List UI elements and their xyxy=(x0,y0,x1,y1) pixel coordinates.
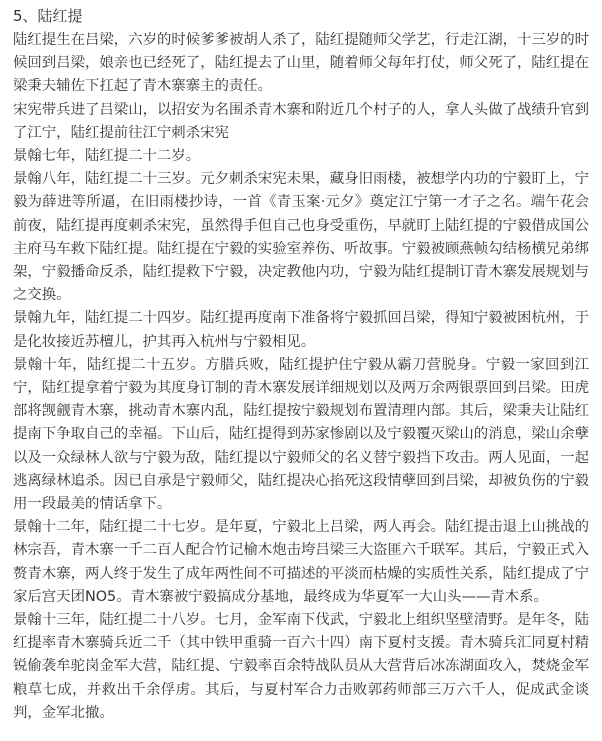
paragraph-year-8: 景翰八年，陆红提二十三岁。元夕刺杀宋宪未果，藏身旧雨楼，被想学内功的宁毅盯上，宁毅为薛进等所逼，在旧雨楼抄诗，一首《青玉案·元夕》奠定江宁第一才子之名。端午花会前夜，陆红提再度刺杀宋宪，虽然得手但自己也身受重伤，早就盯上陆红提的宁毅借成国公主府马车救下陆红提。陆红提在宁毅的实验室养伤、听故事。宁毅被顾燕帧勾结杨横兄弟绑架，宁毅播命反杀，陆红提救下宁毅，决定教他内功，宁毅为陆红提制订青木寨发展规划与之交换。 xyxy=(13,171,589,304)
paragraph-year-13: 景翰十三年，陆红提二十八岁。七月，金军南下伐武，宁毅北上组织坚壁清野。是年冬，陆红提率青木寨骑兵近二千（其中铁甲重骑一百六十四）南下夏村支援。青木骑兵汇同夏村精锐偷袭牟驼岗金军大营，陆红提、宁毅率百余特战队员从大营背后冰冻湖面攻入，焚烧金军粮草七成，并救出千余俘虏。其后，与夏村军合力击败郭药师部三万六千人，促成武金谈判，金军北撤。 xyxy=(13,612,589,721)
paragraph-year-7: 景翰七年，陆红提二十二岁。 xyxy=(13,148,201,165)
paragraph-song-xian: 宋宪带兵进了吕梁山，以招安为名围杀青木寨和附近几个村子的人，拿人头做了战绩升官到了江宁，陆红提前往江宁刺杀宋宪 xyxy=(13,101,589,141)
paragraph-year-9: 景翰九年，陆红提二十四岁。陆红提再度南下准备将宁毅抓回吕梁，得知宁毅被困杭州，于是化妆接近苏檀儿，护其再入杭州与宁毅相见。 xyxy=(13,310,589,350)
paragraph-childhood: 陆红提生在吕梁，六岁的时候爹爹被胡人杀了，陆红提随师父学艺，行走江湖，十三岁的时候回到吕梁，娘亲也已经死了，陆红提去了山里，随着师父每年打仗，师父死了，陆红提在梁秉夫辅佐下扛起了青木寨寨主的责任。 xyxy=(13,32,589,95)
section-heading: 5、陆红提 xyxy=(13,7,83,25)
paragraph-year-12: 景翰十二年，陆红提二十七岁。是年夏，宁毅北上吕梁，两人再会。陆红提击退上山挑战的林宗吾，青木寨一千二百人配合竹记榆木炮击垮吕梁三大盗匪六千联军。其后，宁毅正式入赘青木寨，两人终于发生了成年两性间不可描述的平淡而枯燥的实质性关系，陆红提成了宁家后宫天团NO5。青木寨被宁毅搞成分基地，最终成为华夏军一大山头——青木系。 xyxy=(13,519,589,605)
paragraph-year-10: 景翰十年，陆红提二十五岁。方腊兵败，陆红提护住宁毅从霸刀营脱身。宁毅一家回到江宁，陆红提拿着宁毅为其度身订制的青木寨发展详细规划以及两万余两银票回到吕梁。田虎部将觊觎青木寨，挑动青木寨内乱，陆红提按宁毅规划布置清理内部。其后，梁秉夫让陆红提南下争取自己的幸福。下山后，陆红提得到苏家惨剧以及宁毅覆灭梁山的消息，梁山余孽以及一众绿林人欲与宁毅为敌，陆红提以宁毅师父的名义替宁毅挡下攻击。两人见面，一起逃离绿林追杀。因已自承是宁毅师父，陆红提决心掐死这段情孽回到吕梁，却被负伤的宁毅用一段最美的情话拿下。 xyxy=(13,356,589,513)
